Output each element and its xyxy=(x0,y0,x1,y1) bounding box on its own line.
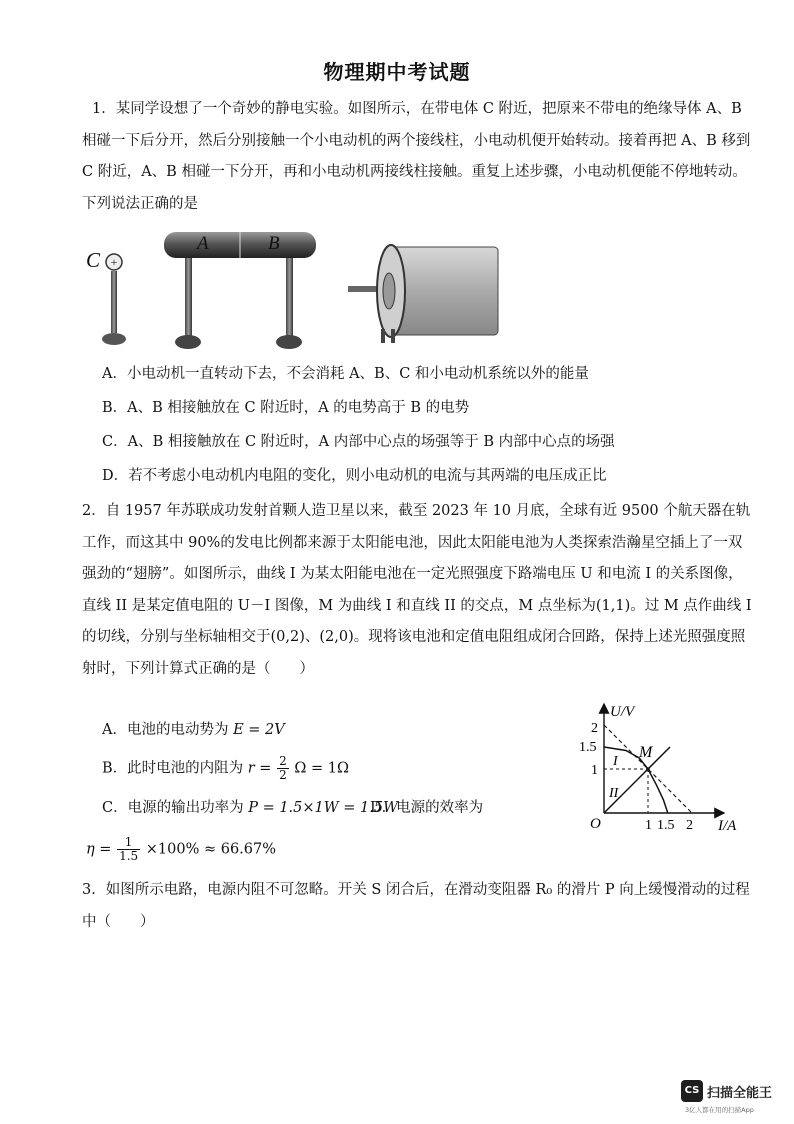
y-tick-2: 2 xyxy=(591,721,598,736)
q2-option-b-prefix: B．此时电池的内阻为 xyxy=(102,760,244,777)
x-tick-1-5: 1.5 xyxy=(657,818,675,833)
q2-option-c[interactable] xyxy=(102,798,398,818)
u-i-graph xyxy=(578,700,758,840)
q1-option-b[interactable]: B．A、B 相接触放在 C 附近时，A 的电势高于 B 的电势 xyxy=(102,400,470,416)
x-axis-label: I/A xyxy=(718,818,737,834)
small-motor xyxy=(348,245,498,343)
charged-body-c xyxy=(102,254,126,345)
camscanner-logo-icon: CS xyxy=(681,1080,703,1102)
q1-option-a[interactable]: A．小电动机一直转动下去，不会消耗 A、B、C 和小电动机系统以外的能量 xyxy=(102,366,589,382)
x-tick-2: 2 xyxy=(686,818,693,833)
point-m-label: M xyxy=(639,744,653,761)
label-b: B xyxy=(268,233,280,254)
q2-option-c-prefix: C．电源的输出功率为 xyxy=(102,800,244,816)
q2-option-d-fraction: $\frac{1}{1.5}$ xyxy=(119,835,139,863)
y-axis-label: U/V xyxy=(610,704,635,720)
line-ii-label: II xyxy=(609,786,619,801)
q1-option-d[interactable]: D．若不考虑小电动机内电阻的变化，则小电动机的电流与其两端的电压成正比 xyxy=(102,468,607,484)
y-tick-1: 1 xyxy=(591,763,598,778)
label-a: A xyxy=(197,233,209,254)
svg-text:+: + xyxy=(110,255,118,269)
label-c: C xyxy=(86,248,101,272)
q2-option-a[interactable] xyxy=(102,720,285,740)
y-tick-1-5: 1.5 xyxy=(579,740,597,755)
point-m xyxy=(646,767,650,771)
question-2-stem: 2．自 1957 年苏联成功发射首颗人造卫星以来，截至 2023 年 10 月底，全球有近 9500 个航天器在轨工作，而这其中 90%的发电比例都来源于太阳能电池，因此太阳能电池为人类探索浩瀚星空插上了一双强劲的“翅膀”。如图所示，曲线 I 为某太阳能电池在一定光照强度下路端电压 U 和电流 I 的关系图像，直线 II 是某定值电阻的 U－I 图像，M 为曲线 I 和直线 II 的交点，M 点坐标为(1,1)。过 M 点作曲线 I 的切线，分别与坐标轴相交于(0,2)、(2,0)。现将该电池和定值电阻组成闭合回路，保持上述光照强度照射时，下列计算式正确的是（ ） xyxy=(82,503,752,677)
q2-option-a-formula: E = 2V xyxy=(233,722,285,738)
question-3-stem: 3．如图所示电路，电源内阻不可忽略。开关 S 闭合后，在滑动变阻器 R₀ 的滑片 P 向上缓慢滑动的过程中（ ） xyxy=(82,882,750,930)
q2-option-a-prefix: A．电池的电动势为 xyxy=(102,722,229,738)
q2-option-b[interactable] xyxy=(102,755,349,782)
curve-i-label: I xyxy=(613,754,618,769)
q1-figure xyxy=(86,225,526,355)
conductor-ab xyxy=(164,232,316,349)
q2-option-d[interactable] xyxy=(370,798,483,818)
watermark-sub: 3亿人都在用的扫描App xyxy=(685,1106,754,1114)
q2-option-d-prefix: D．电源的效率为 xyxy=(370,800,484,816)
q2-option-d-formula: η = $\frac{1}{1.5}$ ×100% ≈ 66.67% xyxy=(86,835,277,863)
page-title: 物理期中考试题 xyxy=(323,60,471,84)
q1-option-c[interactable]: C．A、B 相接触放在 C 附近时，A 内部中心点的场强等于 B 内部中心点的场强 xyxy=(102,434,615,450)
watermark-name: 扫描全能王 xyxy=(707,1086,773,1101)
q2-option-b-lhs: r = xyxy=(247,760,272,777)
question-1-stem: 1．某同学设想了一个奇妙的静电实验。如图所示，在带电体 C 附近，把原来不带电的绝缘导体 A、B 相碰一下后分开，然后分别接触一个小电动机的两个接线柱，小电动机便开始转动。接着再把 A、B 移到 C 附近，A、B 相碰一下分开，再和小电动机两接线柱接触。重复上述步骤，小电动机便能不停地转动。下列说法正确的是 xyxy=(82,101,751,212)
origin-label: O xyxy=(590,816,601,832)
x-tick-1: 1 xyxy=(645,818,652,833)
q2-option-b-fraction: $\frac{2}{2}$ xyxy=(279,754,287,782)
q2-option-c-formula: P = 1.5×1W = 1.5W xyxy=(248,800,398,816)
q2-option-b-rhs: Ω = 1Ω xyxy=(294,760,349,777)
